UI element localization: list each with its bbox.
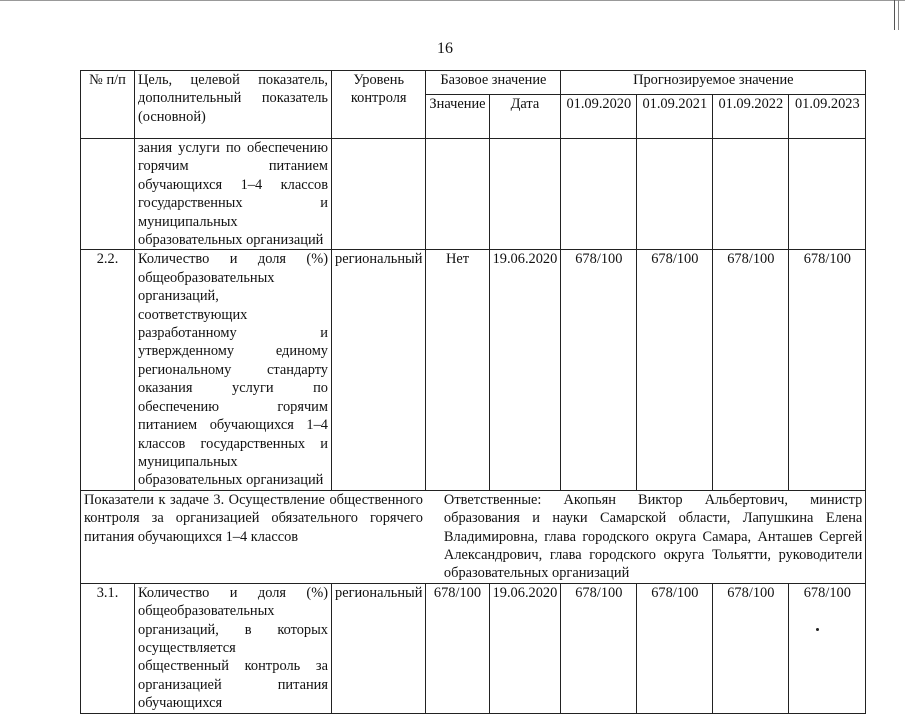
- header-date-2021: 01.09.2021: [637, 95, 713, 139]
- row-date: [489, 139, 561, 250]
- table-row: [81, 583, 866, 713]
- header-date-2020: 01.09.2020: [561, 95, 637, 139]
- task3-indicators-heading: Показатели к задаче 3. Осуществление общественного контроля за организацией обязательного горячего питания обучающихся 1–4 классов: [81, 490, 426, 583]
- row-value: [426, 139, 489, 250]
- row-level: региональный: [332, 250, 426, 490]
- header-base-value: Значение: [426, 95, 489, 139]
- header-date-2022: 01.09.2022: [713, 95, 789, 139]
- row-goal: зания услуги по обеспечению горячим питанием обучающихся 1–4 классов государственных и муниципальных образовательных организаций: [135, 139, 332, 250]
- row-forecast-2020: 678/100: [561, 250, 637, 490]
- row-goal: Количество и доля (%) общеобразовательных организаций, в которых осуществляется общественный контроль за организацией питания обучающихся: [135, 583, 332, 713]
- row-date: 19.06.2020: [489, 583, 561, 713]
- row-forecast-2022: [713, 139, 789, 250]
- row-forecast-2022: 678/100: [713, 250, 789, 490]
- row-num: 2.2.: [81, 250, 135, 490]
- row-num: [81, 139, 135, 250]
- row-forecast-2020: [561, 139, 637, 250]
- scan-dot: [816, 628, 819, 631]
- header-base: Базовое значение: [426, 71, 561, 95]
- row-num: 3.1.: [81, 583, 135, 713]
- header-level: Уровень контроля: [332, 71, 426, 139]
- header-num: № п/п: [81, 71, 135, 139]
- task-section-row: [81, 490, 866, 583]
- row-goal: Количество и доля (%) общеобразовательных организаций, соответствующих разработанному и утвержденному единому региональному стандарту оказания услуги по обеспечению горячим питанием обучающихся 1–4 классов государственных и муниципальных образовательных организаций: [135, 250, 332, 490]
- row-level: [332, 139, 426, 250]
- row-value: 678/100: [426, 583, 489, 713]
- row-forecast-2021: 678/100: [637, 583, 713, 713]
- header-base-date: Дата: [489, 95, 561, 139]
- row-forecast-2023: 678/100: [789, 583, 866, 713]
- indicators-table: [80, 70, 866, 714]
- task3-responsible: Ответственные: Акопьян Виктор Альбертович, министр образования и науки Самарской области, Лапушкина Елена Владимировна, глава городского округа Самара, Анташев Сергей Александрович, глава городского округа Тольятти, руководители образовательных организаций: [426, 490, 866, 583]
- row-forecast-2021: [637, 139, 713, 250]
- row-forecast-2021: 678/100: [637, 250, 713, 490]
- table-row: [81, 250, 866, 490]
- top-rule: [0, 0, 905, 5]
- page-number: 16: [437, 40, 453, 57]
- header-forecast: Прогнозируемое значение: [561, 71, 866, 95]
- row-forecast-2022: 678/100: [713, 583, 789, 713]
- row-value: Нет: [426, 250, 489, 490]
- table-row: [81, 139, 866, 250]
- row-forecast-2020: 678/100: [561, 583, 637, 713]
- header-date-2023: 01.09.2023: [789, 95, 866, 139]
- row-date: 19.06.2020: [489, 250, 561, 490]
- row-level: региональный: [332, 583, 426, 713]
- row-forecast-2023: 678/100: [789, 250, 866, 490]
- header-goal: Цель, целевой показатель, дополнительный показатель (основной): [135, 71, 332, 139]
- row-forecast-2023: [789, 139, 866, 250]
- scan-edge-mark: [894, 0, 899, 30]
